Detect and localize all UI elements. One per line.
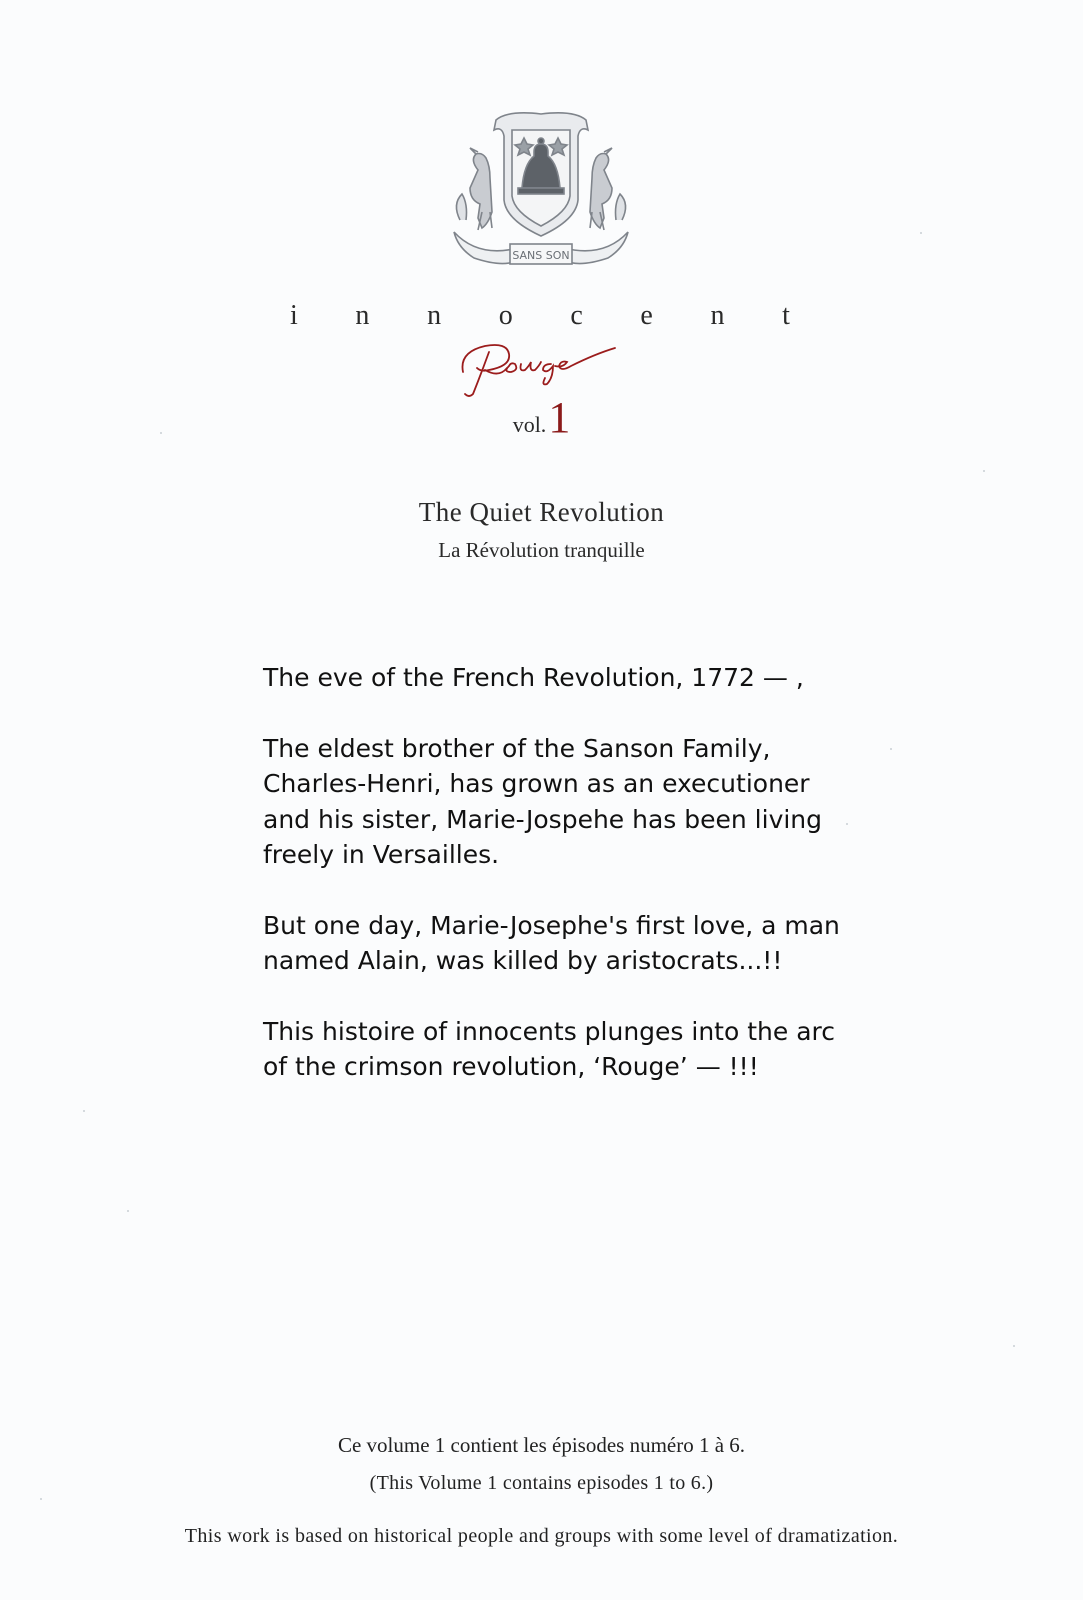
volume-prefix: vol. — [512, 412, 547, 437]
synopsis-paragraph: But one day, Marie-Josephe's first love, a man named Alain, was killed by aristocrats...!! — [263, 910, 840, 975]
svg-text:SANS SON: SANS SON — [512, 249, 570, 262]
coat-of-arms-icon — [448, 108, 634, 276]
series-title-letter: n — [427, 300, 442, 331]
paper-speck — [83, 1110, 85, 1112]
contents-note-english: (This Volume 1 contains episodes 1 to 6.) — [369, 1472, 714, 1494]
series-title-letter: t — [782, 300, 790, 331]
synopsis — [263, 660, 863, 1120]
contents-note-french: Ce volume 1 contient les épisodes numéro 1 à 6. — [337, 1433, 746, 1457]
rouge-script-logo — [455, 338, 625, 400]
paper-speck — [983, 470, 985, 472]
synopsis-paragraph: The eve of the French Revolution, 1772 — , — [263, 663, 804, 692]
title-french: La Révolution tranquille — [438, 538, 645, 562]
series-title-letter: c — [570, 300, 583, 331]
paper-speck — [920, 232, 922, 234]
paper-speck — [890, 748, 892, 750]
series-title-letter: e — [640, 300, 653, 331]
series-title-letter: i — [290, 300, 298, 331]
paper-speck — [1013, 1345, 1015, 1347]
series-title-letter: o — [498, 300, 513, 331]
series-title — [290, 300, 790, 332]
synopsis-paragraph: The eldest brother of the Sanson Family, Charles-Henri, has grown as an executioner and his sister, Marie-Jospehe has been living freely in Versailles. — [263, 733, 823, 869]
volume-label — [0, 392, 1083, 443]
synopsis-paragraph: This histoire of innocents plunges into the arc of the crimson revolution, ‘Rouge’ — !!! — [263, 1016, 835, 1081]
paper-speck — [40, 1498, 42, 1500]
dramatization-disclaimer: This work is based on historical people and groups with some level of dramatization. — [184, 1525, 899, 1547]
title-english: The Quiet Revolution — [418, 497, 665, 527]
series-title-letter: n — [710, 300, 725, 331]
volume-number: 1 — [548, 393, 571, 442]
paper-speck — [127, 1210, 129, 1212]
series-title-letter: n — [355, 300, 370, 331]
